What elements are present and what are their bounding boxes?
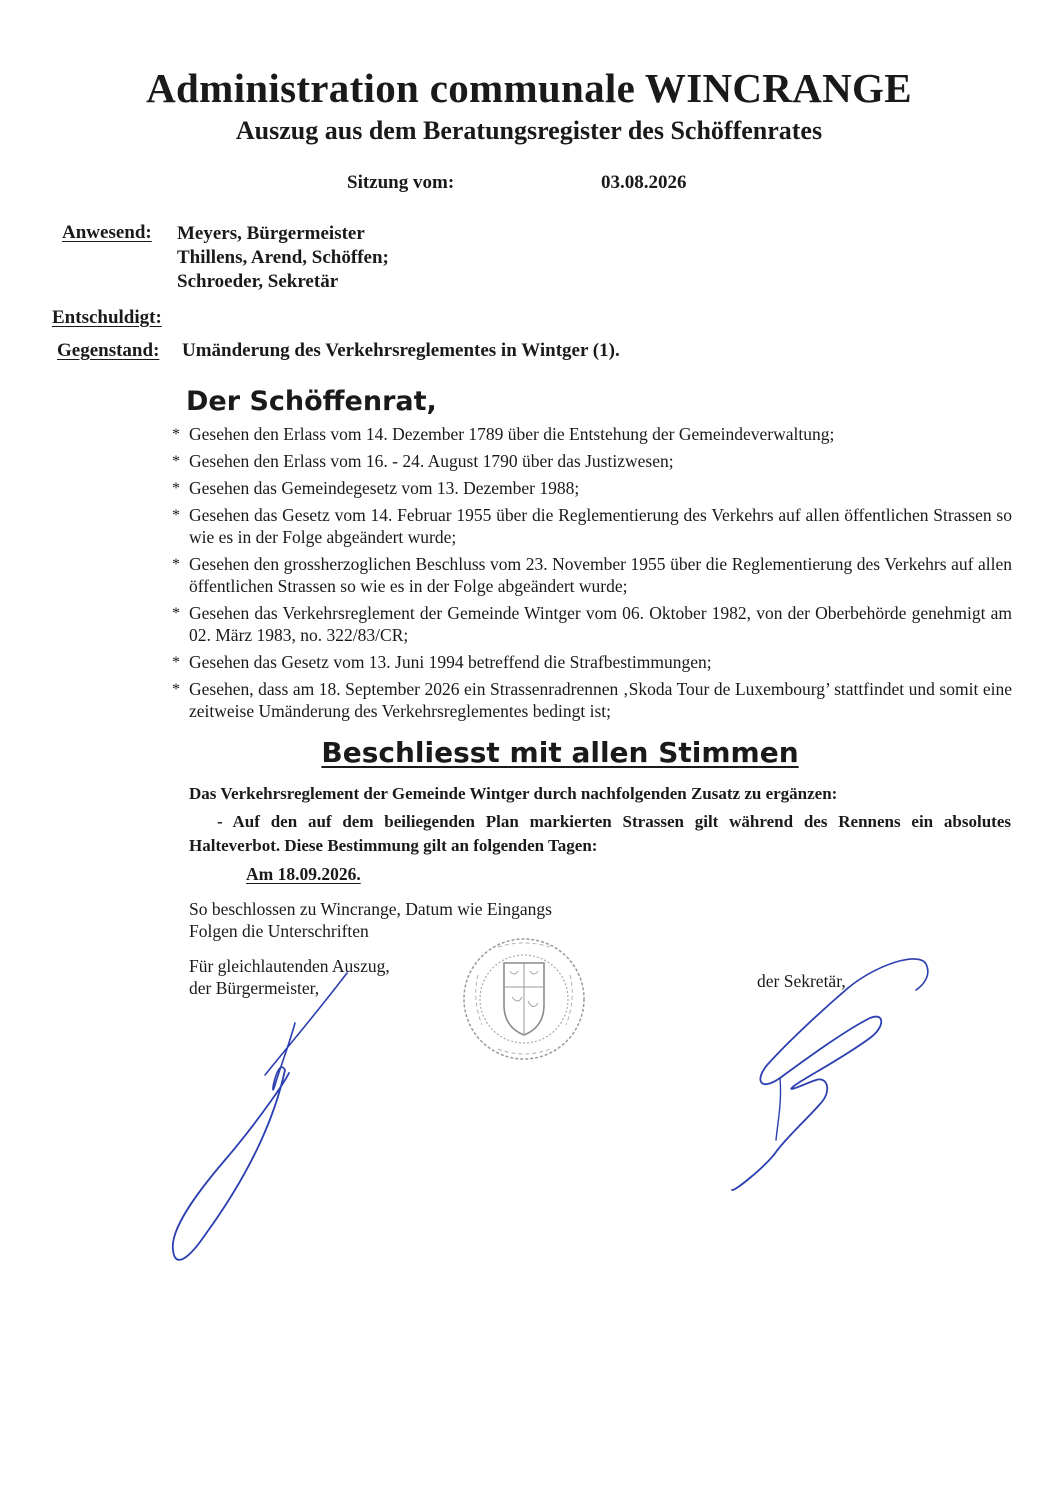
official-seal-icon <box>458 935 594 1065</box>
bullet: * <box>172 480 180 497</box>
bullet: * <box>172 681 180 698</box>
document-title: Administration communale WINCRANGE <box>146 65 912 111</box>
decision-heading: Beschliesst mit allen Stimmen <box>321 736 799 769</box>
considerations-list <box>172 423 1012 727</box>
subject-text: Umänderung des Verkehrsreglementes in Wintger (1). <box>182 340 620 361</box>
secretary-signature-caption: der Sekretär, <box>757 971 846 991</box>
list-item: * Gesehen das Gesetz vom 13. Juni 1994 betreffend die Strafbestimmungen; <box>172 652 712 672</box>
mayor-signature-icon <box>165 965 365 1275</box>
list-item: * Gesehen das Gesetz vom 14. Februar 1955 über die Reglementierung des Verkehrs auf allen öffentlichen Strassen so wie es in der Folge abgeändert wurde; <box>172 505 1012 547</box>
list-item: * Gesehen den Erlass vom 16. - 24. August 1790 über das Justizwesen; <box>172 451 674 471</box>
list-item: * Gesehen das Gemeindegesetz vom 13. Dezember 1988; <box>172 478 580 498</box>
session-label: Sitzung vom: <box>347 172 455 193</box>
bullet: * <box>172 654 180 671</box>
present-label: Anwesend: <box>62 222 152 243</box>
present-member: Thillens, Arend, Schöffen; <box>177 247 389 268</box>
present-member: Meyers, Bürgermeister <box>177 223 365 244</box>
bullet: * <box>172 556 180 573</box>
present-member: Schroeder, Sekretär <box>177 271 339 292</box>
mayor-signature-caption: Für gleichlautenden Auszug, der Bürgermeister, <box>189 956 390 998</box>
closing-text: So beschlossen zu Wincrange, Datum wie Eingangs Folgen die Unterschriften <box>189 899 552 941</box>
decision-point: - Auf den auf dem beiliegenden Plan markierten Strassen gilt während des Rennens ein absolutes Halteverbot. Diese Bestimmung gilt an folgenden Tagen: <box>189 812 1011 855</box>
list-item: * Gesehen den Erlass vom 14. Dezember 1789 über die Entstehung der Gemeindeverwaltung; <box>172 424 835 444</box>
council-heading: Der Schöffenrat, <box>186 386 437 417</box>
excused-label: Entschuldigt: <box>52 307 162 328</box>
list-item: * Gesehen, dass am 18. September 2026 ein Strassenradrennen ‚Skoda Tour de Luxembourg’ stattfindet und somit eine zeitweise Umänderung des Verkehrsreglementes bedingt ist; <box>172 679 1012 721</box>
subject-label: Gegenstand: <box>57 340 160 361</box>
present-list <box>177 222 389 294</box>
secretary-signature-icon <box>720 952 940 1202</box>
list-item: * Gesehen den grossherzoglichen Beschluss vom 23. November 1955 über die Reglementierung des Verkehrs auf allen öffentlichen Strassen so wie es in der Folge abgeändert wurde; <box>172 554 1012 596</box>
bullet: * <box>172 426 180 443</box>
session-date: 03.08.2026 <box>601 172 687 193</box>
decision-date: Am 18.09.2026. <box>246 864 361 884</box>
document-subtitle: Auszug aus dem Beratungsregister des Schöffenrates <box>235 116 823 145</box>
list-item: * Gesehen das Verkehrsreglement der Gemeinde Wintger vom 06. Oktober 1982, von der Oberbehörde genehmigt am 02. März 1983, no. 322/83/CR; <box>172 603 1012 645</box>
bullet: * <box>172 507 180 524</box>
bullet: * <box>172 453 180 470</box>
bullet: * <box>172 605 180 622</box>
decision-resolution: Das Verkehrsreglement der Gemeinde Wintger durch nachfolgenden Zusatz zu ergänzen: <box>189 784 838 803</box>
